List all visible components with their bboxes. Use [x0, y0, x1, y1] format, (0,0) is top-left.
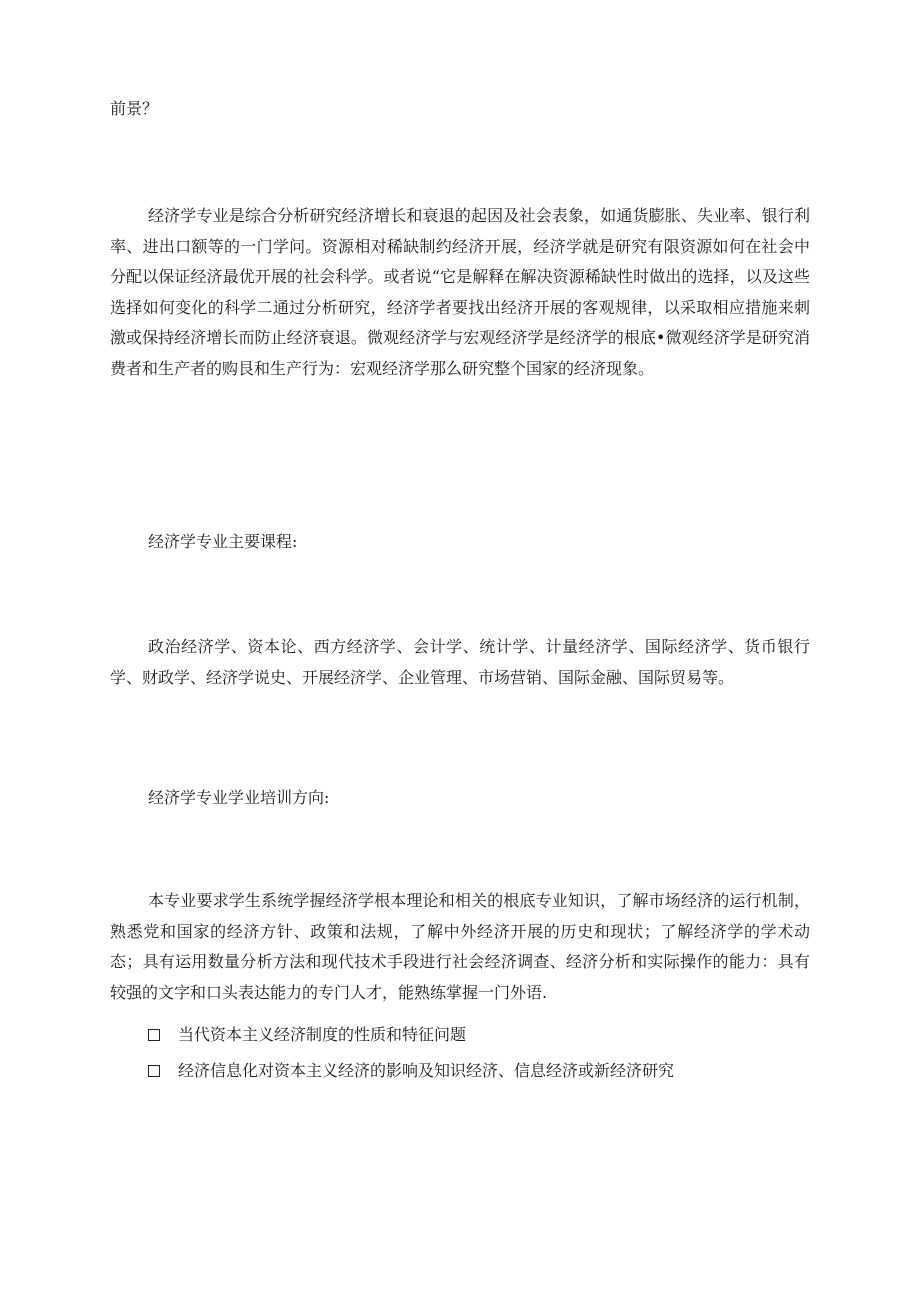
training-heading: 经济学专业学业培训方向:	[148, 788, 330, 807]
checklist-item-label: 经济信息化对资本主义经济的影响及知识经济、信息经济或新经济研究	[178, 1061, 675, 1080]
checklist-item	[148, 1023, 466, 1047]
courses-heading: 经济学专业主要课程:	[148, 532, 298, 551]
fragment-top-text: 前景？	[110, 99, 159, 118]
intro-paragraph: 经济学专业是综合分析研究经济增长和衰退的起因及社会表象，如通货膨胀、失业率、银行利率、进出口额等的一门学问。资源相对稀缺制约经济开展，经济学就是研究有限资源如何在社会中分配以保证经济最优开展的社会科学。或者说“它是解释在解决资源稀缺性时做出的选择，以及这些选择如何变化的科学二通过分析研究，经济学者要找出经济开展的客观规律，以采取相应措施来刺激或保持经济增长而防止经济衰退。微观经济学与宏观经济学是经济学的根底•微观经济学是研究消费者和生产者的购艮和生产行为：宏观经济学那么研究整个国家的经济现象。	[110, 206, 810, 378]
checklist-item	[148, 1059, 674, 1083]
courses-paragraph: 政治经济学、资本论、西方经济学、会计学、统计学、计量经济学、国际经济学、货币银行学、财政学、经济学说史、开展经济学、企业管理、市场营销、国际金融、国际贸易等。	[110, 637, 810, 687]
checkbox-icon	[148, 1029, 160, 1041]
checkbox-icon	[148, 1065, 160, 1077]
checklist-item-label: 当代资本主义经济制度的性质和特征问题	[178, 1025, 467, 1044]
training-paragraph: 本专业要求学生系统学握经济学根本理论和相关的根底专业知识，了解市场经济的运行机制，熟悉党和国家的经济方针、政策和法规，了解中外经济开展的历史和现状；了解经济学的学术动态；具有运用数量分析方法和现代技术手段进行社会经济调查、经济分析和实际操作的能力：具有较强的文字和口头表达能力的专门人才，能熟练掌握一门外语.	[110, 891, 810, 1002]
